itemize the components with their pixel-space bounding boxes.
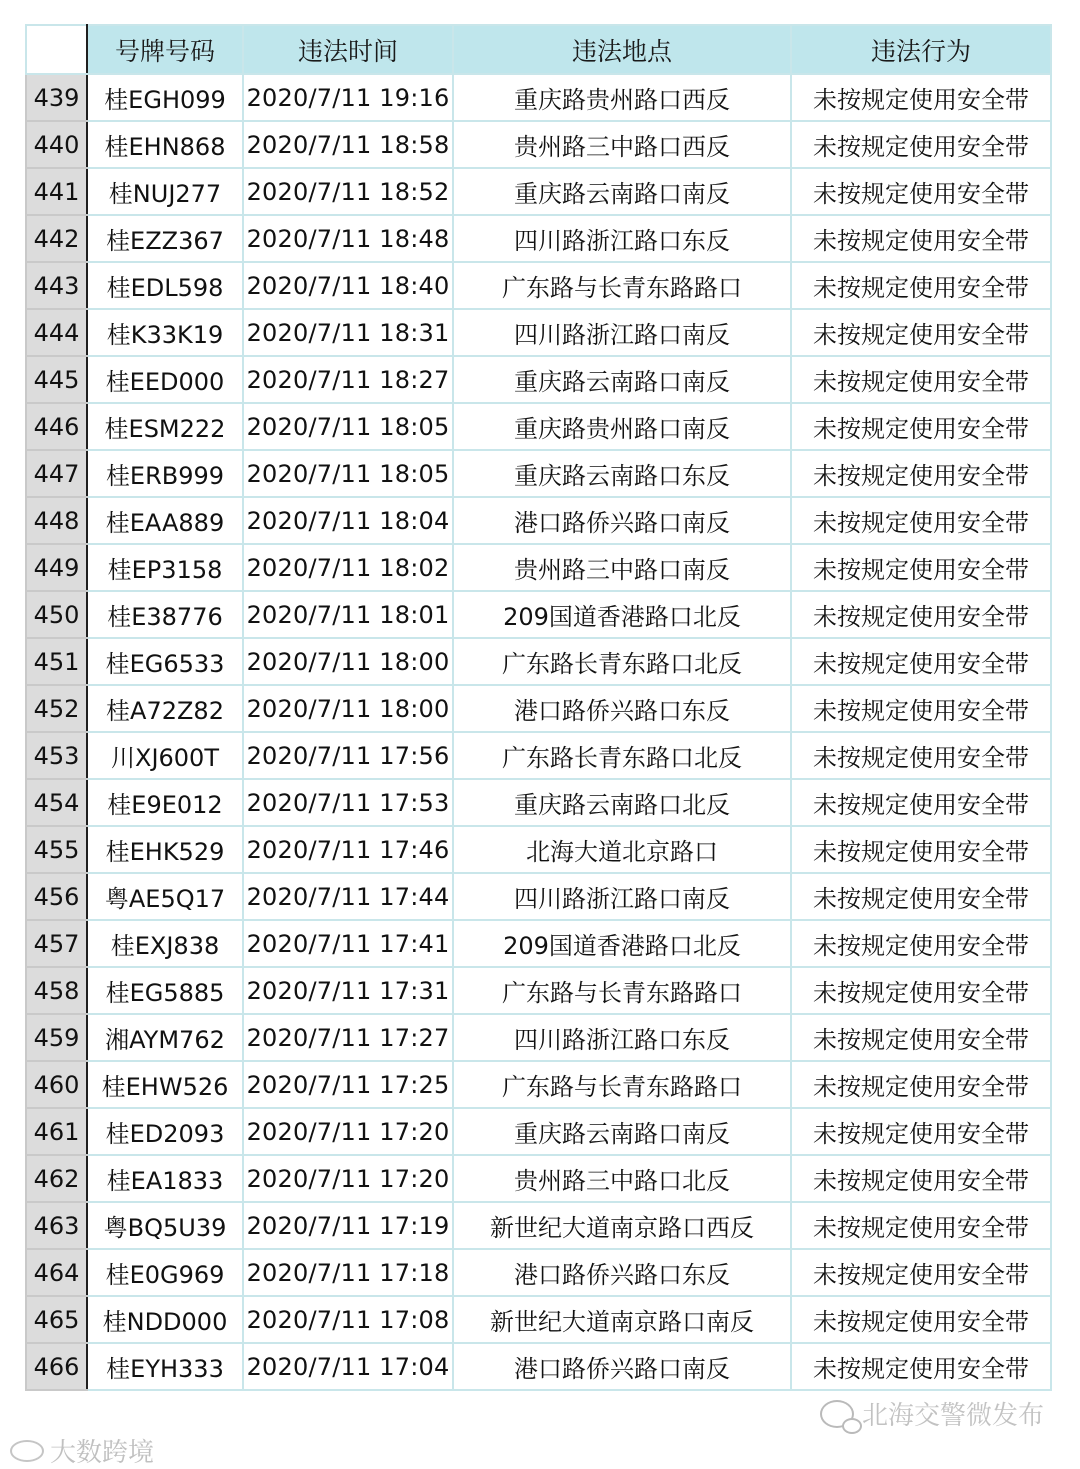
plate-cell: 桂ESM222 bbox=[87, 403, 243, 450]
wechat-icon bbox=[820, 1400, 854, 1428]
plate-cell: 桂EHW526 bbox=[87, 1061, 243, 1108]
place-cell: 北海大道北京路口 bbox=[453, 826, 791, 873]
time-cell: 2020/7/11 17:46 bbox=[243, 826, 453, 873]
header-place: 违法地点 bbox=[453, 25, 791, 74]
table-row bbox=[26, 497, 1051, 544]
plate-cell: 桂K33K19 bbox=[87, 309, 243, 356]
plate-cell: 桂EG6533 bbox=[87, 638, 243, 685]
action-cell: 未按规定使用安全带 bbox=[791, 685, 1051, 732]
row-index-cell: 458 bbox=[26, 967, 87, 1014]
header-plate: 号牌号码 bbox=[87, 25, 243, 74]
row-index-cell: 439 bbox=[26, 74, 87, 121]
place-cell: 重庆路云南路口北反 bbox=[453, 779, 791, 826]
action-cell: 未按规定使用安全带 bbox=[791, 497, 1051, 544]
table-row bbox=[26, 685, 1051, 732]
time-cell: 2020/7/11 17:56 bbox=[243, 732, 453, 779]
plate-cell: 桂EXJ838 bbox=[87, 920, 243, 967]
time-cell: 2020/7/11 17:31 bbox=[243, 967, 453, 1014]
table-row bbox=[26, 967, 1051, 1014]
table-row bbox=[26, 1155, 1051, 1202]
plate-cell: 桂E0G969 bbox=[87, 1249, 243, 1296]
row-index-cell: 443 bbox=[26, 262, 87, 309]
time-cell: 2020/7/11 18:01 bbox=[243, 591, 453, 638]
chat-bubble-icon bbox=[10, 1440, 44, 1462]
action-cell: 未按规定使用安全带 bbox=[791, 873, 1051, 920]
action-cell: 未按规定使用安全带 bbox=[791, 1155, 1051, 1202]
plate-cell: 桂ERB999 bbox=[87, 450, 243, 497]
table-row bbox=[26, 1108, 1051, 1155]
watermark-right bbox=[820, 1395, 1044, 1432]
place-cell: 新世纪大道南京路口西反 bbox=[453, 1202, 791, 1249]
table-row bbox=[26, 1249, 1051, 1296]
table-row bbox=[26, 74, 1051, 121]
action-cell: 未按规定使用安全带 bbox=[791, 1014, 1051, 1061]
table-row bbox=[26, 168, 1051, 215]
action-cell: 未按规定使用安全带 bbox=[791, 1343, 1051, 1390]
table-row bbox=[26, 826, 1051, 873]
header-row bbox=[26, 25, 1051, 74]
action-cell: 未按规定使用安全带 bbox=[791, 1061, 1051, 1108]
action-cell: 未按规定使用安全带 bbox=[791, 1108, 1051, 1155]
table-row bbox=[26, 403, 1051, 450]
place-cell: 209国道香港路口北反 bbox=[453, 591, 791, 638]
time-cell: 2020/7/11 18:58 bbox=[243, 121, 453, 168]
table-row bbox=[26, 356, 1051, 403]
place-cell: 新世纪大道南京路口南反 bbox=[453, 1296, 791, 1343]
row-index-cell: 464 bbox=[26, 1249, 87, 1296]
table-row bbox=[26, 262, 1051, 309]
header-corner-cell bbox=[26, 25, 87, 74]
place-cell: 重庆路云南路口南反 bbox=[453, 1108, 791, 1155]
place-cell: 重庆路贵州路口西反 bbox=[453, 74, 791, 121]
table-row bbox=[26, 1343, 1051, 1390]
time-cell: 2020/7/11 18:48 bbox=[243, 215, 453, 262]
time-cell: 2020/7/11 17:20 bbox=[243, 1108, 453, 1155]
place-cell: 重庆路云南路口南反 bbox=[453, 356, 791, 403]
row-index-cell: 463 bbox=[26, 1202, 87, 1249]
row-index-cell: 448 bbox=[26, 497, 87, 544]
place-cell: 重庆路贵州路口南反 bbox=[453, 403, 791, 450]
plate-cell: 桂EYH333 bbox=[87, 1343, 243, 1390]
time-cell: 2020/7/11 18:00 bbox=[243, 638, 453, 685]
place-cell: 广东路长青东路口北反 bbox=[453, 732, 791, 779]
place-cell: 广东路长青东路口北反 bbox=[453, 638, 791, 685]
plate-cell: 桂EAA889 bbox=[87, 497, 243, 544]
plate-cell: 桂EDL598 bbox=[87, 262, 243, 309]
time-cell: 2020/7/11 18:05 bbox=[243, 403, 453, 450]
row-index-cell: 465 bbox=[26, 1296, 87, 1343]
time-cell: 2020/7/11 17:08 bbox=[243, 1296, 453, 1343]
place-cell: 广东路与长青东路路口 bbox=[453, 262, 791, 309]
row-index-cell: 453 bbox=[26, 732, 87, 779]
plate-cell: 桂EHN868 bbox=[87, 121, 243, 168]
table-row bbox=[26, 309, 1051, 356]
action-cell: 未按规定使用安全带 bbox=[791, 920, 1051, 967]
place-cell: 广东路与长青东路路口 bbox=[453, 1061, 791, 1108]
action-cell: 未按规定使用安全带 bbox=[791, 215, 1051, 262]
row-index-cell: 456 bbox=[26, 873, 87, 920]
row-index-cell: 451 bbox=[26, 638, 87, 685]
plate-cell: 川XJ600T bbox=[87, 732, 243, 779]
table-row bbox=[26, 779, 1051, 826]
table-header bbox=[26, 25, 1051, 74]
plate-cell: 桂E38776 bbox=[87, 591, 243, 638]
row-index-cell: 450 bbox=[26, 591, 87, 638]
time-cell: 2020/7/11 19:16 bbox=[243, 74, 453, 121]
time-cell: 2020/7/11 17:41 bbox=[243, 920, 453, 967]
plate-cell: 湘AYM762 bbox=[87, 1014, 243, 1061]
row-index-cell: 466 bbox=[26, 1343, 87, 1390]
watermark-left bbox=[10, 1432, 154, 1469]
action-cell: 未按规定使用安全带 bbox=[791, 262, 1051, 309]
action-cell: 未按规定使用安全带 bbox=[791, 74, 1051, 121]
action-cell: 未按规定使用安全带 bbox=[791, 121, 1051, 168]
row-index-cell: 454 bbox=[26, 779, 87, 826]
action-cell: 未按规定使用安全带 bbox=[791, 638, 1051, 685]
time-cell: 2020/7/11 18:27 bbox=[243, 356, 453, 403]
plate-cell: 桂NDD000 bbox=[87, 1296, 243, 1343]
action-cell: 未按规定使用安全带 bbox=[791, 826, 1051, 873]
row-index-cell: 462 bbox=[26, 1155, 87, 1202]
violation-table-sheet bbox=[25, 24, 1050, 1391]
plate-cell: 粤AE5Q17 bbox=[87, 873, 243, 920]
row-index-cell: 461 bbox=[26, 1108, 87, 1155]
place-cell: 四川路浙江路口东反 bbox=[453, 215, 791, 262]
action-cell: 未按规定使用安全带 bbox=[791, 403, 1051, 450]
plate-cell: 桂A72Z82 bbox=[87, 685, 243, 732]
row-index-cell: 440 bbox=[26, 121, 87, 168]
place-cell: 港口路侨兴路口南反 bbox=[453, 497, 791, 544]
row-index-cell: 441 bbox=[26, 168, 87, 215]
place-cell: 港口路侨兴路口东反 bbox=[453, 685, 791, 732]
time-cell: 2020/7/11 17:20 bbox=[243, 1155, 453, 1202]
place-cell: 贵州路三中路口北反 bbox=[453, 1155, 791, 1202]
row-index-cell: 444 bbox=[26, 309, 87, 356]
action-cell: 未按规定使用安全带 bbox=[791, 967, 1051, 1014]
plate-cell: 桂EGH099 bbox=[87, 74, 243, 121]
row-index-cell: 446 bbox=[26, 403, 87, 450]
row-index-cell: 452 bbox=[26, 685, 87, 732]
table-row bbox=[26, 121, 1051, 168]
row-index-cell: 442 bbox=[26, 215, 87, 262]
watermark-right-text: 北海交警微发布 bbox=[862, 1401, 1045, 1431]
place-cell: 四川路浙江路口东反 bbox=[453, 1014, 791, 1061]
action-cell: 未按规定使用安全带 bbox=[791, 356, 1051, 403]
place-cell: 重庆路云南路口东反 bbox=[453, 450, 791, 497]
plate-cell: 桂NUJ277 bbox=[87, 168, 243, 215]
table-row bbox=[26, 873, 1051, 920]
table-row bbox=[26, 544, 1051, 591]
table-row bbox=[26, 732, 1051, 779]
time-cell: 2020/7/11 17:53 bbox=[243, 779, 453, 826]
time-cell: 2020/7/11 18:05 bbox=[243, 450, 453, 497]
table-row bbox=[26, 591, 1051, 638]
time-cell: 2020/7/11 17:44 bbox=[243, 873, 453, 920]
table-row bbox=[26, 1202, 1051, 1249]
row-index-cell: 449 bbox=[26, 544, 87, 591]
table-row bbox=[26, 215, 1051, 262]
header-action: 违法行为 bbox=[791, 25, 1051, 74]
place-cell: 四川路浙江路口南反 bbox=[453, 873, 791, 920]
plate-cell: 桂EA1833 bbox=[87, 1155, 243, 1202]
table-body bbox=[26, 74, 1051, 1390]
table-row bbox=[26, 1061, 1051, 1108]
table-row bbox=[26, 920, 1051, 967]
action-cell: 未按规定使用安全带 bbox=[791, 779, 1051, 826]
time-cell: 2020/7/11 18:52 bbox=[243, 168, 453, 215]
time-cell: 2020/7/11 17:19 bbox=[243, 1202, 453, 1249]
place-cell: 四川路浙江路口南反 bbox=[453, 309, 791, 356]
watermark-left-text: 大数跨境 bbox=[50, 1438, 155, 1468]
plate-cell: 桂EZZ367 bbox=[87, 215, 243, 262]
plate-cell: 桂EHK529 bbox=[87, 826, 243, 873]
row-index-cell: 447 bbox=[26, 450, 87, 497]
table-row bbox=[26, 450, 1051, 497]
table-row bbox=[26, 1296, 1051, 1343]
row-index-cell: 460 bbox=[26, 1061, 87, 1108]
action-cell: 未按规定使用安全带 bbox=[791, 732, 1051, 779]
header-time: 违法时间 bbox=[243, 25, 453, 74]
action-cell: 未按规定使用安全带 bbox=[791, 544, 1051, 591]
action-cell: 未按规定使用安全带 bbox=[791, 591, 1051, 638]
place-cell: 贵州路三中路口西反 bbox=[453, 121, 791, 168]
time-cell: 2020/7/11 18:02 bbox=[243, 544, 453, 591]
place-cell: 港口路侨兴路口东反 bbox=[453, 1249, 791, 1296]
time-cell: 2020/7/11 17:18 bbox=[243, 1249, 453, 1296]
row-index-cell: 459 bbox=[26, 1014, 87, 1061]
plate-cell: 桂EED000 bbox=[87, 356, 243, 403]
violation-table bbox=[25, 24, 1052, 1391]
time-cell: 2020/7/11 18:00 bbox=[243, 685, 453, 732]
time-cell: 2020/7/11 17:27 bbox=[243, 1014, 453, 1061]
time-cell: 2020/7/11 18:40 bbox=[243, 262, 453, 309]
time-cell: 2020/7/11 17:04 bbox=[243, 1343, 453, 1390]
row-index-cell: 457 bbox=[26, 920, 87, 967]
action-cell: 未按规定使用安全带 bbox=[791, 1202, 1051, 1249]
action-cell: 未按规定使用安全带 bbox=[791, 309, 1051, 356]
plate-cell: 桂ED2093 bbox=[87, 1108, 243, 1155]
action-cell: 未按规定使用安全带 bbox=[791, 1249, 1051, 1296]
action-cell: 未按规定使用安全带 bbox=[791, 168, 1051, 215]
time-cell: 2020/7/11 18:31 bbox=[243, 309, 453, 356]
time-cell: 2020/7/11 18:04 bbox=[243, 497, 453, 544]
time-cell: 2020/7/11 17:25 bbox=[243, 1061, 453, 1108]
table-row bbox=[26, 638, 1051, 685]
place-cell: 港口路侨兴路口南反 bbox=[453, 1343, 791, 1390]
plate-cell: 粤BQ5U39 bbox=[87, 1202, 243, 1249]
plate-cell: 桂EP3158 bbox=[87, 544, 243, 591]
plate-cell: 桂EG5885 bbox=[87, 967, 243, 1014]
place-cell: 贵州路三中路口南反 bbox=[453, 544, 791, 591]
place-cell: 209国道香港路口北反 bbox=[453, 920, 791, 967]
place-cell: 广东路与长青东路路口 bbox=[453, 967, 791, 1014]
row-index-cell: 455 bbox=[26, 826, 87, 873]
row-index-cell: 445 bbox=[26, 356, 87, 403]
plate-cell: 桂E9E012 bbox=[87, 779, 243, 826]
action-cell: 未按规定使用安全带 bbox=[791, 1296, 1051, 1343]
action-cell: 未按规定使用安全带 bbox=[791, 450, 1051, 497]
place-cell: 重庆路云南路口南反 bbox=[453, 168, 791, 215]
table-row bbox=[26, 1014, 1051, 1061]
